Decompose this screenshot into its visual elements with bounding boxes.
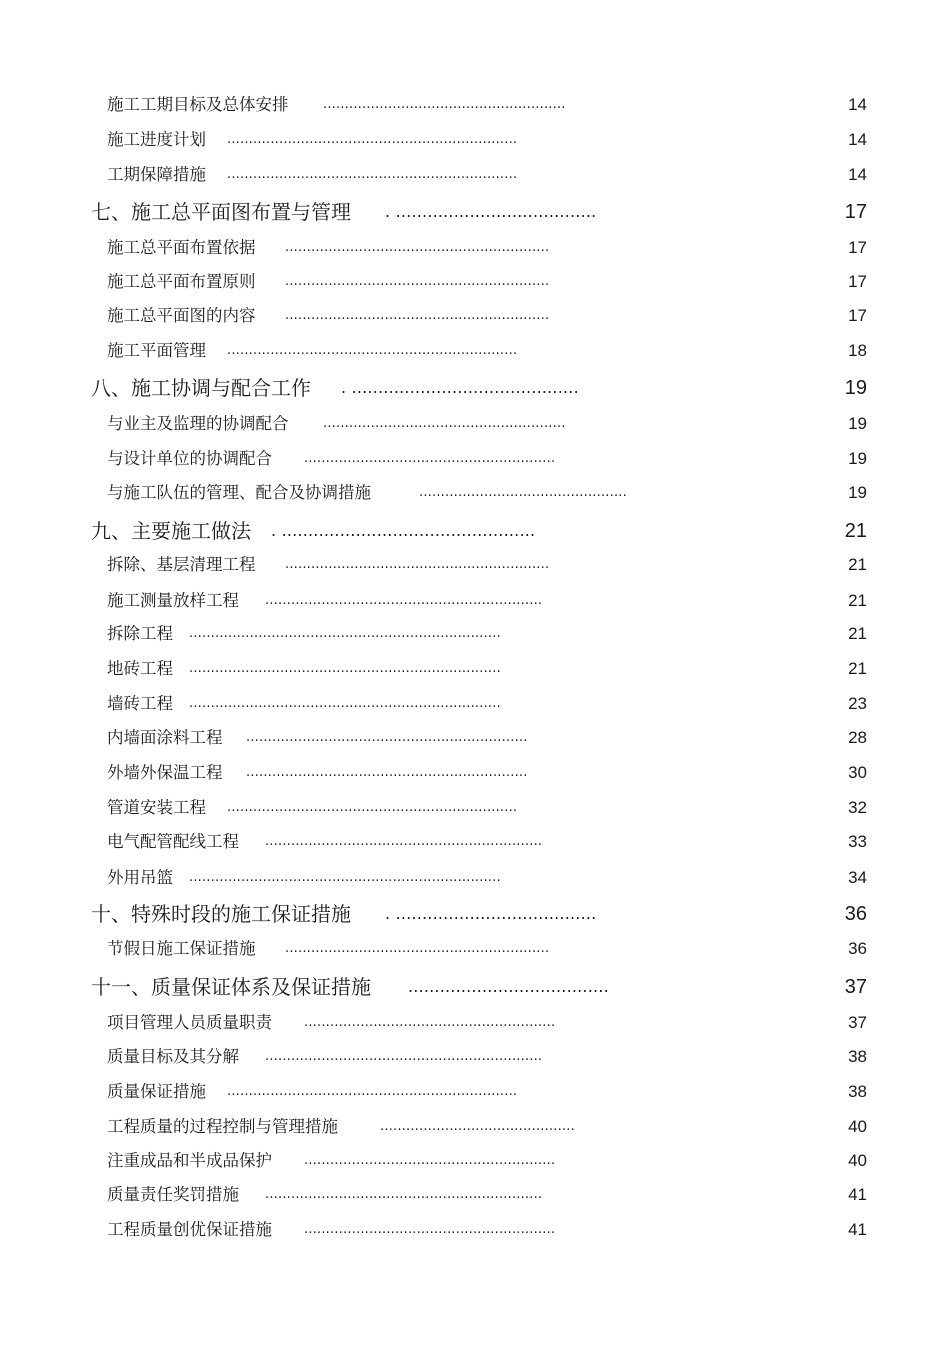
- toc-page-number: 36: [844, 903, 867, 925]
- toc-leader-dots: ................................................................: [265, 834, 543, 849]
- toc-leader-dots: ................................................: [419, 485, 627, 500]
- toc-leader-dots: ...................................................................: [227, 343, 518, 358]
- toc-entry-title: 注重成品和半成品保护: [107, 1151, 272, 1170]
- toc-leader-dots: ......................................: [408, 977, 609, 996]
- toc-leader-dots: .............................................................: [285, 557, 550, 572]
- toc-entry-title: 地砖工程: [107, 659, 173, 678]
- toc-leader-dots: ..........................................................: [304, 1222, 556, 1237]
- toc-leader-dots: . ......................................: [385, 202, 597, 221]
- toc-chapter-title: 七、施工总平面图布置与管理: [91, 200, 351, 224]
- toc-page-number: 23: [848, 694, 867, 713]
- toc-entry-title: 施工总平面布置依据: [107, 238, 256, 257]
- toc-page-number: 17: [848, 238, 867, 257]
- toc-leader-dots: ..........................................................: [304, 451, 556, 466]
- toc-entry-title: 节假日施工保证措施: [107, 939, 256, 958]
- toc-leader-dots: ........................................................................: [189, 626, 501, 641]
- toc-chapter-title: 九、主要施工做法: [91, 519, 251, 543]
- toc-chapter-title: 十、特殊时段的施工保证措施: [91, 902, 351, 926]
- toc-page-number: 21: [848, 555, 867, 574]
- toc-page-number: 14: [848, 130, 867, 149]
- toc-page-number: 36: [848, 939, 867, 958]
- toc-page-number: 19: [848, 449, 867, 468]
- toc-leader-dots: ........................................................................: [189, 870, 501, 885]
- toc-page-number: 14: [848, 95, 867, 114]
- toc-entry-title: 施工总平面布置原则: [107, 272, 256, 291]
- toc-entry-title: 拆除、基层清理工程: [107, 555, 256, 574]
- toc-page-number: 30: [848, 763, 867, 782]
- toc-leader-dots: ................................................................: [265, 593, 543, 608]
- toc-page-number: 17: [848, 306, 867, 325]
- toc-page-number: 38: [848, 1082, 867, 1101]
- toc-page-number: 28: [848, 728, 867, 747]
- toc-page-number: 32: [848, 798, 867, 817]
- toc-page-number: 17: [844, 201, 867, 223]
- toc-entry-title: 墙砖工程: [107, 694, 173, 713]
- toc-leader-dots: ...................................................................: [227, 800, 518, 815]
- toc-leader-dots: .................................................................: [246, 730, 528, 745]
- toc-entry-title: 施工总平面图的内容: [107, 306, 256, 325]
- toc-page-number: 17: [848, 272, 867, 291]
- toc-entry-title: 项目管理人员质量职责: [107, 1013, 272, 1032]
- toc-leader-dots: ........................................................................: [189, 696, 501, 711]
- toc-leader-dots: ........................................................: [323, 97, 566, 112]
- toc-leader-dots: .............................................................: [285, 941, 550, 956]
- toc-entry-title: 与施工队伍的管理、配合及协调措施: [107, 483, 371, 502]
- toc-entry-title: 外墙外保温工程: [107, 763, 223, 782]
- toc-entry-title: 工程质量的过程控制与管理措施: [107, 1117, 338, 1136]
- toc-entry-title: 施工平面管理: [107, 341, 206, 360]
- toc-leader-dots: ...................................................................: [227, 167, 518, 182]
- toc-leader-dots: ...................................................................: [227, 1084, 518, 1099]
- toc-entry-title: 与业主及监理的协调配合: [107, 414, 289, 433]
- toc-page-number: 38: [848, 1047, 867, 1066]
- toc-leader-dots: ................................................................: [265, 1187, 543, 1202]
- toc-leader-dots: ..........................................................: [304, 1153, 556, 1168]
- toc-page-number: 33: [848, 832, 867, 851]
- toc-entry-title: 管道安装工程: [107, 798, 206, 817]
- toc-page-number: 34: [848, 868, 867, 887]
- toc-entry-title: 工程质量创优保证措施: [107, 1220, 272, 1239]
- toc-entry-title: 内墙面涂料工程: [107, 728, 223, 747]
- toc-page-number: 40: [848, 1117, 867, 1136]
- toc-leader-dots: ...................................................................: [227, 132, 518, 147]
- toc-page-number: 21: [848, 659, 867, 678]
- toc-page-number: 40: [848, 1151, 867, 1170]
- toc-page-number: 37: [848, 1013, 867, 1032]
- toc-page-number: 21: [848, 591, 867, 610]
- toc-leader-dots: ................................................................: [265, 1049, 543, 1064]
- toc-leader-dots: ........................................................: [323, 416, 566, 431]
- toc-chapter-title: 十一、质量保证体系及保证措施: [91, 975, 371, 999]
- toc-page-number: 19: [848, 483, 867, 502]
- toc-page-number: 41: [848, 1220, 867, 1239]
- toc-entry-title: 质量保证措施: [107, 1082, 206, 1101]
- toc-page-number: 21: [844, 520, 867, 542]
- toc-leader-dots: . ................................................: [271, 521, 536, 540]
- toc-leader-dots: ........................................................................: [189, 661, 501, 676]
- toc-entry-title: 工期保障措施: [107, 165, 206, 184]
- toc-leader-dots: .............................................: [380, 1119, 575, 1134]
- toc-entry-title: 施工工期目标及总体安排: [107, 95, 289, 114]
- toc-entry-title: 电气配管配线工程: [107, 832, 239, 851]
- toc-entry-title: 质量责任奖罚措施: [107, 1185, 239, 1204]
- toc-page-number: 19: [844, 377, 867, 399]
- toc-leader-dots: ..........................................................: [304, 1015, 556, 1030]
- toc-page-number: 18: [848, 341, 867, 360]
- toc-leader-dots: .................................................................: [246, 765, 528, 780]
- toc-entry-title: 与设计单位的协调配合: [107, 449, 272, 468]
- toc-leader-dots: .............................................................: [285, 308, 550, 323]
- toc-leader-dots: . ...........................................: [341, 378, 579, 397]
- toc-chapter-title: 八、施工协调与配合工作: [91, 376, 311, 400]
- toc-entry-title: 施工测量放样工程: [107, 591, 239, 610]
- toc-page-number: 14: [848, 165, 867, 184]
- toc-entry-title: 质量目标及其分解: [107, 1047, 239, 1066]
- toc-leader-dots: .............................................................: [285, 274, 550, 289]
- toc-leader-dots: . ......................................: [385, 904, 597, 923]
- toc-page-number: 21: [848, 624, 867, 643]
- toc-leader-dots: .............................................................: [285, 240, 550, 255]
- toc-entry-title: 外用吊篮: [107, 868, 173, 887]
- toc-entry-title: 拆除工程: [107, 624, 173, 643]
- toc-entry-title: 施工进度计划: [107, 130, 206, 149]
- toc-page-number: 41: [848, 1185, 867, 1204]
- toc-page-number: 19: [848, 414, 867, 433]
- toc-page-number: 37: [844, 976, 867, 998]
